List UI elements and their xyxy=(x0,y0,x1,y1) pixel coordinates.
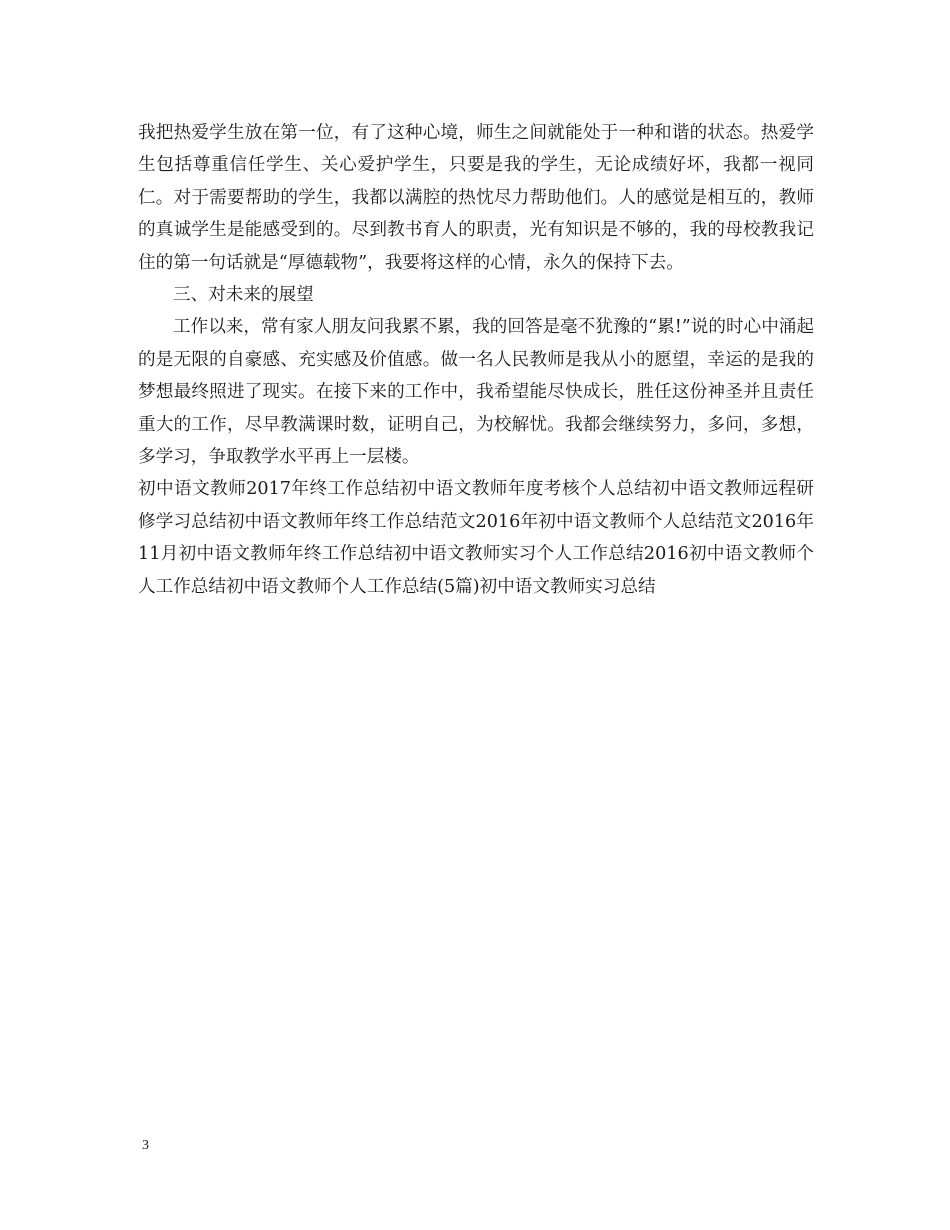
related-articles-text: 初中语文教师2017年终工作总结初中语文教师年度考核个人总结初中语文教师远程研修学习总结初中语文教师年终工作总结范文2016年初中语文教师个人总结范文2016年11月初中语文教师年终工作总结初中语文教师实习个人工作总结2016初中语文教师个人工作总结初中语文教师个人工作总结(5篇)初中语文教师实习总结 xyxy=(138,479,814,597)
section-heading-future-outlook: 三、对未来的展望 xyxy=(173,285,314,306)
page-number: 3 xyxy=(142,1138,149,1153)
body-paragraph-future: 工作以来，常有家人朋友问我累不累，我的回答是毫不犹豫的“累!”说的时心中涌起的是无限的自豪感、充实感及价值感。做一名人民教师是我从小的愿望，幸运的是我的梦想最终照进了现实。在接下来的工作中，我希望能尽快成长，胜任这份神圣并且责任重大的工作，尽早教满课时数，证明自己，为校解忧。我都会继续努力，多问，多想，多学习，争取教学水平再上一层楼。 xyxy=(138,317,814,468)
document-body xyxy=(138,117,814,603)
body-paragraph-love-students: 我把热爱学生放在第一位，有了这种心境，师生之间就能处于一种和谐的状态。热爱学生包括尊重信任学生、关心爱护学生，只要是我的学生，无论成绩好坏，我都一视同仁。对于需要帮助的学生，我都以满腔的热忱尽力帮助他们。人的感觉是相互的，教师的真诚学生是能感受到的。尽到教书育人的职责，光有知识是不够的，我的母校教我记住的第一句话就是“厚德载物”，我要将这样的心情，永久的保持下去。 xyxy=(138,123,814,273)
